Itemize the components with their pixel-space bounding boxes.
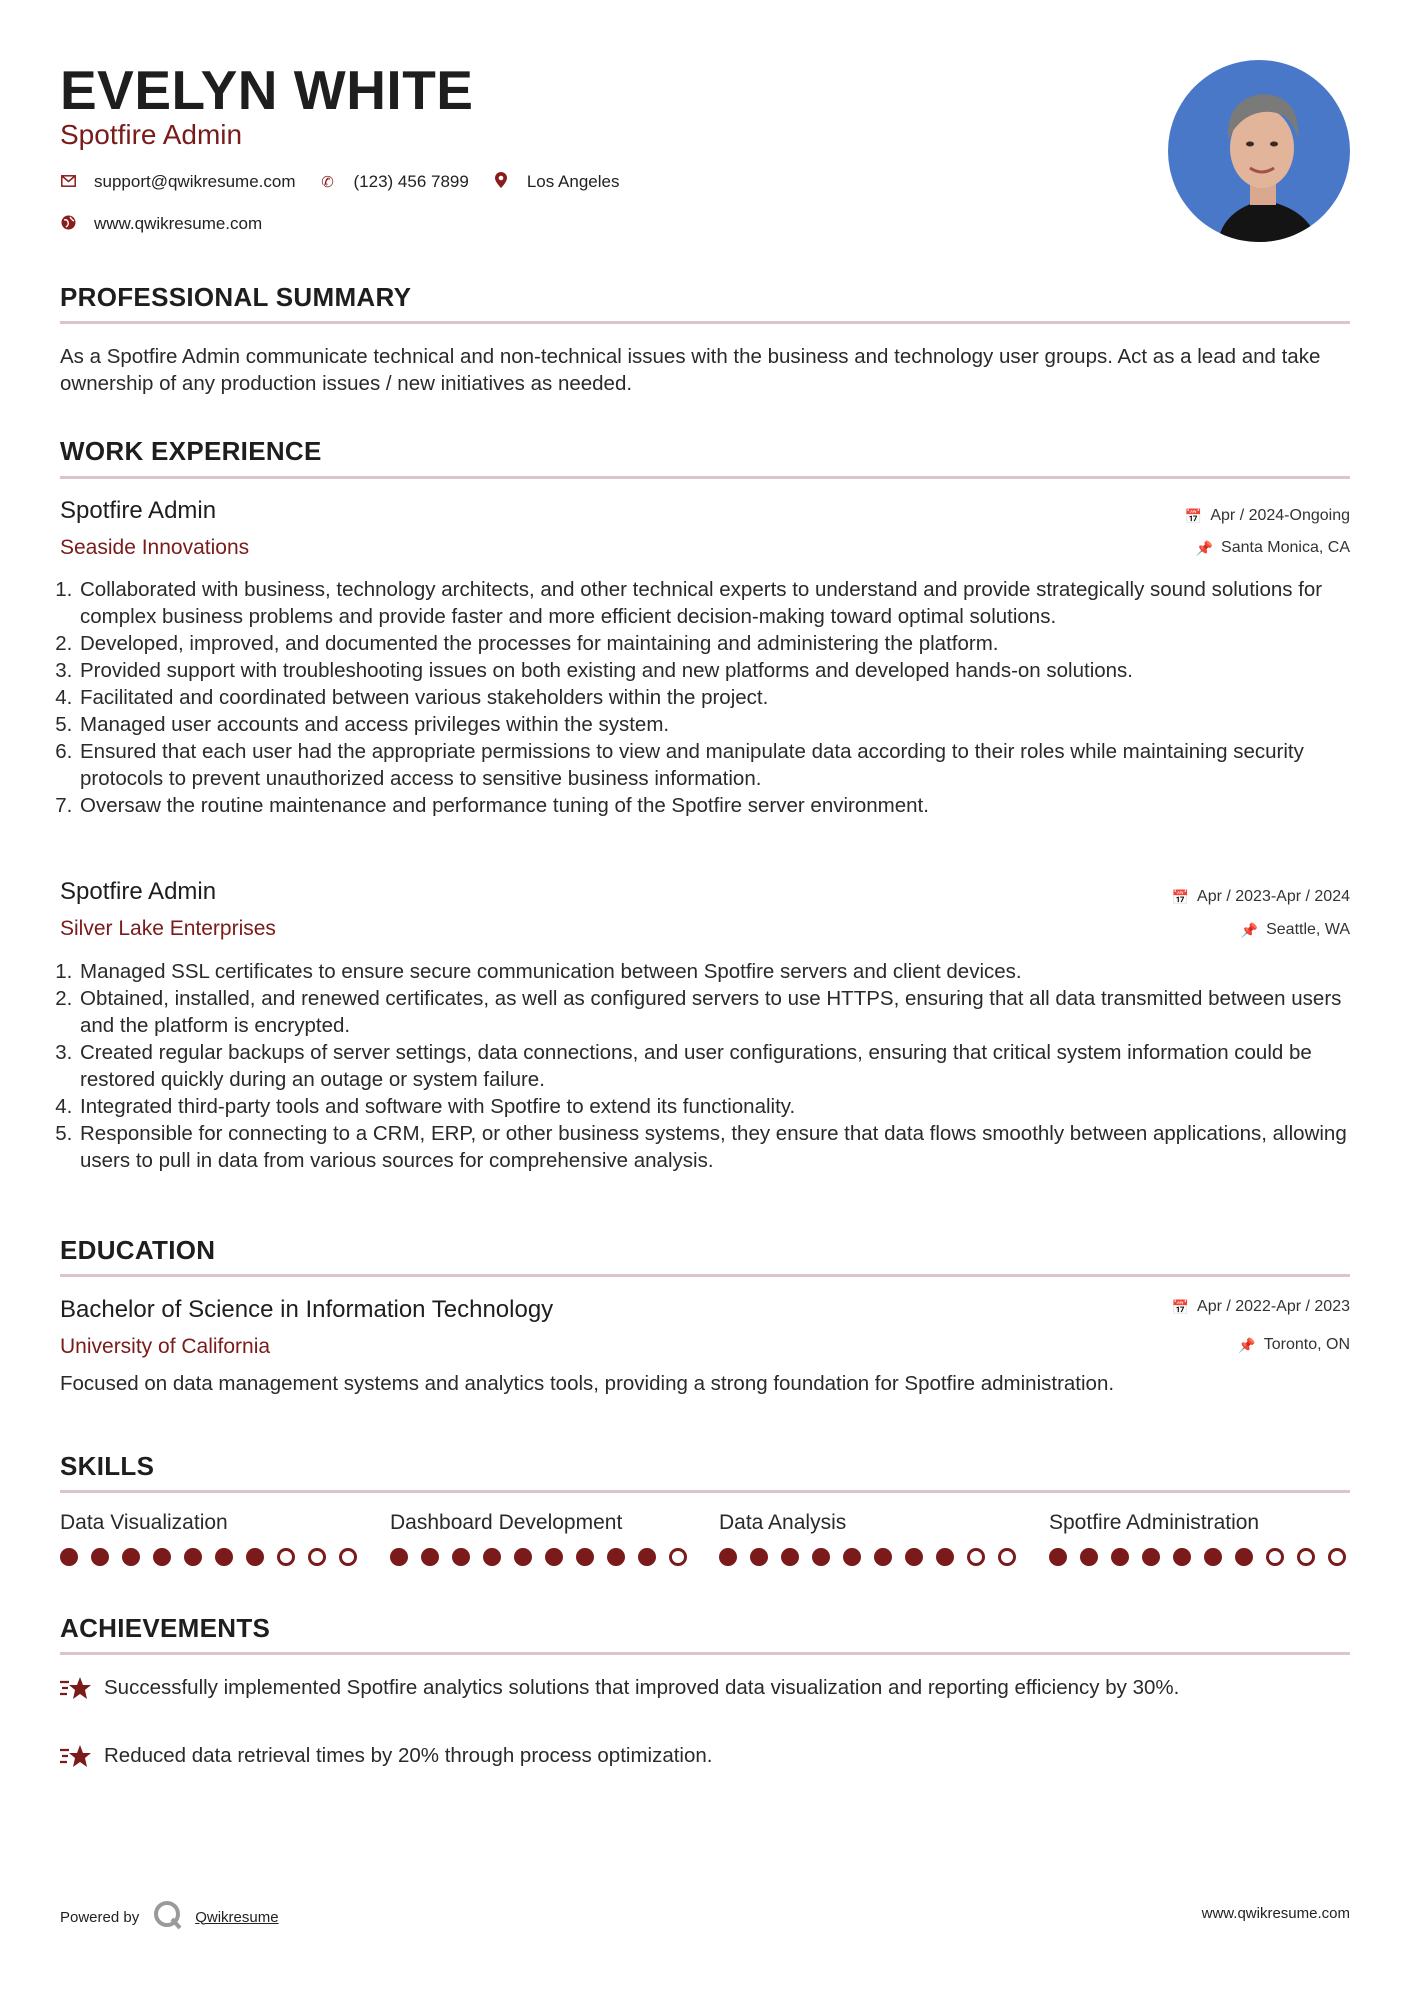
- rating-dot-filled: [215, 1548, 233, 1566]
- rating-dot-filled: [60, 1548, 78, 1566]
- rating-dot-filled: [246, 1548, 264, 1566]
- rating-dot-filled: [1173, 1548, 1191, 1566]
- job-2-location: [1241, 920, 1350, 940]
- skill-rating: [60, 1548, 370, 1566]
- list-item: 5. Managed user accounts and access privileges within the system.: [78, 711, 1368, 738]
- summary-divider: [60, 321, 1350, 324]
- education-school: University of California: [60, 1335, 271, 1358]
- rating-dot-filled: [781, 1548, 799, 1566]
- job-1-title: Spotfire Admin: [60, 497, 217, 524]
- list-item: 7. Oversaw the routine maintenance and performance tuning of the Spotfire server environment.: [78, 792, 1368, 819]
- rating-dot-empty: [277, 1548, 295, 1566]
- experience-divider: [60, 476, 1350, 479]
- skills-heading: SKILLS: [60, 1451, 155, 1481]
- phone-text: (123) 456 7899: [353, 172, 469, 191]
- education-location: [1238, 1335, 1350, 1355]
- achievements-divider: [60, 1652, 1350, 1655]
- rating-dot-filled: [1049, 1548, 1067, 1566]
- list-item: 3. Provided support with troubleshooting issues on both existing and new platforms and developed hands-on solutions.: [78, 657, 1368, 684]
- contact-row: [60, 172, 643, 192]
- contact-phone[interactable]: [320, 172, 469, 192]
- rating-dot-filled: [812, 1548, 830, 1566]
- job-2-title: Spotfire Admin: [60, 878, 217, 905]
- education-divider: [60, 1274, 1350, 1277]
- rating-dot-filled: [514, 1548, 532, 1566]
- contact-email[interactable]: [60, 172, 296, 192]
- rating-dot-filled: [1235, 1548, 1253, 1566]
- contact-location: [493, 172, 620, 192]
- rating-dot-filled: [1080, 1548, 1098, 1566]
- rating-dot-empty: [1328, 1548, 1346, 1566]
- rating-dot-empty: [339, 1548, 357, 1566]
- rating-dot-empty: [1297, 1548, 1315, 1566]
- qwikresume-link[interactable]: Qwikresume: [195, 1908, 279, 1926]
- job-1-location: [1196, 538, 1350, 558]
- globe-icon: [60, 215, 76, 234]
- rating-dot-filled: [91, 1548, 109, 1566]
- skill-item: [719, 1510, 1029, 1566]
- rating-dot-filled: [1111, 1548, 1129, 1566]
- list-item: 1. Collaborated with business, technology architects, and other technical experts to understand and provide strategically sound solutions for complex business problems and provide faster and more efficient decision-making toward optimal solutions.: [78, 576, 1368, 630]
- achievements-heading: ACHIEVEMENTS: [60, 1613, 271, 1643]
- achievement-item: [60, 1674, 1350, 1707]
- experience-heading: WORK EXPERIENCE: [60, 436, 322, 466]
- job-2-company: Silver Lake Enterprises: [60, 917, 276, 940]
- qwikresume-logo: [153, 1900, 183, 1934]
- rating-dot-filled: [483, 1548, 501, 1566]
- rating-dot-empty: [1266, 1548, 1284, 1566]
- rating-dot-filled: [576, 1548, 594, 1566]
- skill-item: [390, 1510, 700, 1566]
- rating-dot-filled: [390, 1548, 408, 1566]
- list-item: 2. Developed, improved, and documented the processes for maintaining and administering the platform.: [78, 630, 1368, 657]
- rating-dot-filled: [184, 1548, 202, 1566]
- skill-rating: [719, 1548, 1029, 1566]
- star-achievement-icon: [60, 1744, 104, 1775]
- candidate-role: Spotfire Admin: [60, 119, 243, 150]
- education-date: [1172, 1297, 1350, 1317]
- rating-dot-empty: [998, 1548, 1016, 1566]
- list-item: 1. Managed SSL certificates to ensure secure communication between Spotfire servers and client devices.: [78, 958, 1368, 985]
- job-2-location-text: Seattle, WA: [1266, 921, 1350, 938]
- list-item: 2. Obtained, installed, and renewed certificates, as well as configured servers to use HTTPS, ensuring that all data transmitted between users and the platform is encrypted.: [78, 985, 1368, 1039]
- skill-item: [60, 1510, 370, 1566]
- rating-dot-filled: [874, 1548, 892, 1566]
- job-1-date: [1185, 506, 1350, 526]
- job-1-company: Seaside Innovations: [60, 536, 250, 559]
- email-text: support@qwikresume.com: [94, 172, 296, 191]
- education-date-text: Apr / 2022-Apr / 2023: [1197, 1298, 1350, 1315]
- education-location-text: Toronto, ON: [1263, 1336, 1350, 1353]
- location-pin-icon: [493, 172, 509, 192]
- list-item: 6. Ensured that each user had the appropriate permissions to view and manipulate data according to their roles while maintaining security protocols to prevent unauthorized access to sensitive business information.: [78, 738, 1368, 792]
- job-2-date: [1172, 887, 1350, 907]
- rating-dot-filled: [421, 1548, 439, 1566]
- pushpin-icon: 📌: [1240, 922, 1259, 938]
- pushpin-icon: 📌: [1238, 1337, 1256, 1353]
- contact-website[interactable]: [60, 214, 262, 234]
- list-item: 4. Facilitated and coordinated between various stakeholders within the project.: [78, 684, 1368, 711]
- mail-icon: [60, 174, 76, 191]
- job-2-bullets: [60, 958, 1368, 1174]
- calendar-icon: 📅: [1171, 1299, 1190, 1315]
- pushpin-icon: 📌: [1195, 540, 1214, 556]
- list-item: 5. Responsible for connecting to a CRM, ERP, or other business systems, they ensure that data flows smoothly between applications, allowing users to pull in data from various sources for comprehensive analysis.: [78, 1120, 1368, 1174]
- phone-icon: ✆: [321, 174, 334, 191]
- rating-dot-filled: [153, 1548, 171, 1566]
- skill-rating: [1049, 1548, 1359, 1566]
- rating-dot-filled: [122, 1548, 140, 1566]
- job-1-date-text: Apr / 2024-Ongoing: [1210, 507, 1350, 524]
- achievement-text: Successfully implemented Spotfire analytics solutions that improved data visualization and reporting efficiency by 30%.: [104, 1676, 1180, 1699]
- calendar-icon: 📅: [1184, 508, 1203, 524]
- rating-dot-filled: [545, 1548, 563, 1566]
- powered-by-label: Powered by: [60, 1908, 140, 1926]
- rating-dot-filled: [936, 1548, 954, 1566]
- list-item: 4. Integrated third-party tools and software with Spotfire to extend its functionality.: [78, 1093, 1368, 1120]
- footer-website[interactable]: www.qwikresume.com: [1201, 1905, 1350, 1922]
- rating-dot-filled: [452, 1548, 470, 1566]
- achievement-item: [60, 1742, 1350, 1775]
- rating-dot-filled: [843, 1548, 861, 1566]
- star-achievement-icon: [60, 1676, 104, 1707]
- education-description: Focused on data management systems and analytics tools, providing a strong foundation for Spotfire administration.: [60, 1372, 1115, 1395]
- profile-photo: [1168, 60, 1350, 242]
- website-text: www.qwikresume.com: [94, 214, 263, 233]
- calendar-icon: 📅: [1171, 889, 1190, 905]
- rating-dot-filled: [607, 1548, 625, 1566]
- rating-dot-empty: [308, 1548, 326, 1566]
- candidate-name: EVELYN WHITE: [60, 59, 474, 121]
- footer-powered-by: [60, 1900, 279, 1934]
- rating-dot-filled: [750, 1548, 768, 1566]
- rating-dot-filled: [1204, 1548, 1222, 1566]
- summary-text: As a Spotfire Admin communicate technical and non-technical issues with the business and technology user groups. Act as a lead and take ownership of any production issues / new initiatives as needed.: [60, 345, 1321, 395]
- skills-divider: [60, 1490, 1350, 1493]
- job-2-date-text: Apr / 2023-Apr / 2024: [1197, 888, 1350, 905]
- achievement-text: Reduced data retrieval times by 20% through process optimization.: [104, 1744, 713, 1767]
- location-text: Los Angeles: [526, 172, 620, 191]
- rating-dot-filled: [1142, 1548, 1160, 1566]
- rating-dot-empty: [669, 1548, 687, 1566]
- website-row: [60, 214, 286, 234]
- rating-dot-filled: [638, 1548, 656, 1566]
- job-1-bullets: [60, 576, 1368, 819]
- education-heading: EDUCATION: [60, 1235, 216, 1265]
- rating-dot-filled: [905, 1548, 923, 1566]
- skill-item: [1049, 1510, 1359, 1566]
- rating-dot-filled: [719, 1548, 737, 1566]
- skill-label: Spotfire Administration: [1049, 1511, 1260, 1534]
- rating-dot-empty: [967, 1548, 985, 1566]
- list-item: 3. Created regular backups of server settings, data connections, and user configurations, ensuring that critical system information could be restored quickly during an outage or system failure.: [78, 1039, 1368, 1093]
- skill-label: Dashboard Development: [390, 1511, 623, 1534]
- job-1-location-text: Santa Monica, CA: [1221, 539, 1350, 556]
- skill-label: Data Analysis: [719, 1511, 847, 1534]
- education-degree: Bachelor of Science in Information Technology: [60, 1296, 554, 1323]
- skill-label: Data Visualization: [60, 1511, 228, 1534]
- summary-heading: PROFESSIONAL SUMMARY: [60, 282, 412, 312]
- skill-rating: [390, 1548, 700, 1566]
